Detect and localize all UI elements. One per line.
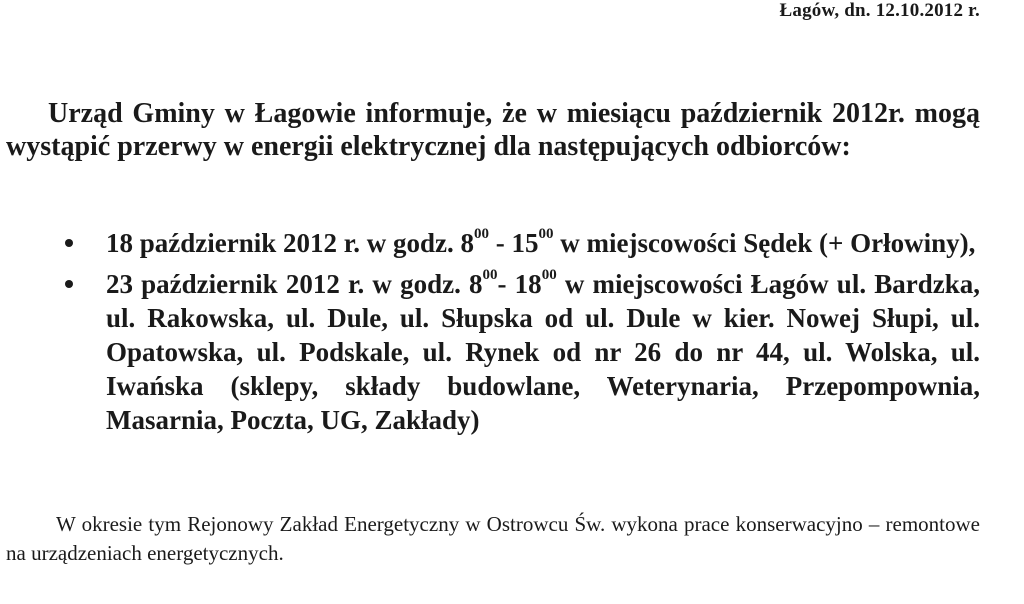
footer-paragraph (6, 510, 980, 568)
bullet-icon (64, 267, 74, 301)
end-minutes: 00 (541, 267, 557, 283)
start-minutes: 00 (482, 267, 498, 283)
intro-paragraph (6, 97, 980, 163)
item-location-text: w miejscowości Łagów ul. Bardzka, ul. Rakowska, ul. Dule, ul. Słupska od ul. Dule w kier. Nowej Słupi, ul. Opatowska, ul. Podskale, ul. Rynek od nr 26 do nr 44, ul. Wolska, ul. Iwańska (sklepy, składy budowlane, Weterynaria, Przepompownia, Masarnia, Poczta, UG, Zakłady) (106, 269, 981, 435)
item-date-text: 18 październik 2012 r. w godz. 8 (106, 228, 475, 258)
intro-text: Urząd Gminy w Łagowie informuje, że w miesiącu październik 2012r. mogą wystąpić przerwy w energii elektrycznej dla następujących odbiorców: (6, 98, 980, 162)
item-date-text: 23 październik 2012 r. w godz. 8 (106, 269, 483, 299)
bullet-icon (64, 226, 74, 260)
date-line: Łagów, dn. 12.10.2012 r. (779, 0, 980, 21)
end-minutes: 00 (538, 226, 554, 242)
footer-text: W okresie tym Rejonowy Zakład Energetyczny w Ostrowcu Św. wykona prace konserwacyjno – remontowe na urządzeniach energetycznych. (6, 512, 980, 565)
item-end-hour: - 15 (489, 228, 539, 258)
list-item (0, 267, 980, 437)
list-item (0, 226, 980, 260)
item-end-hour: - 18 (497, 269, 542, 299)
outage-list (0, 226, 980, 444)
item-location-text: w miejscowości Sędek (+ Orłowiny), (553, 228, 976, 258)
start-minutes: 00 (474, 226, 490, 242)
